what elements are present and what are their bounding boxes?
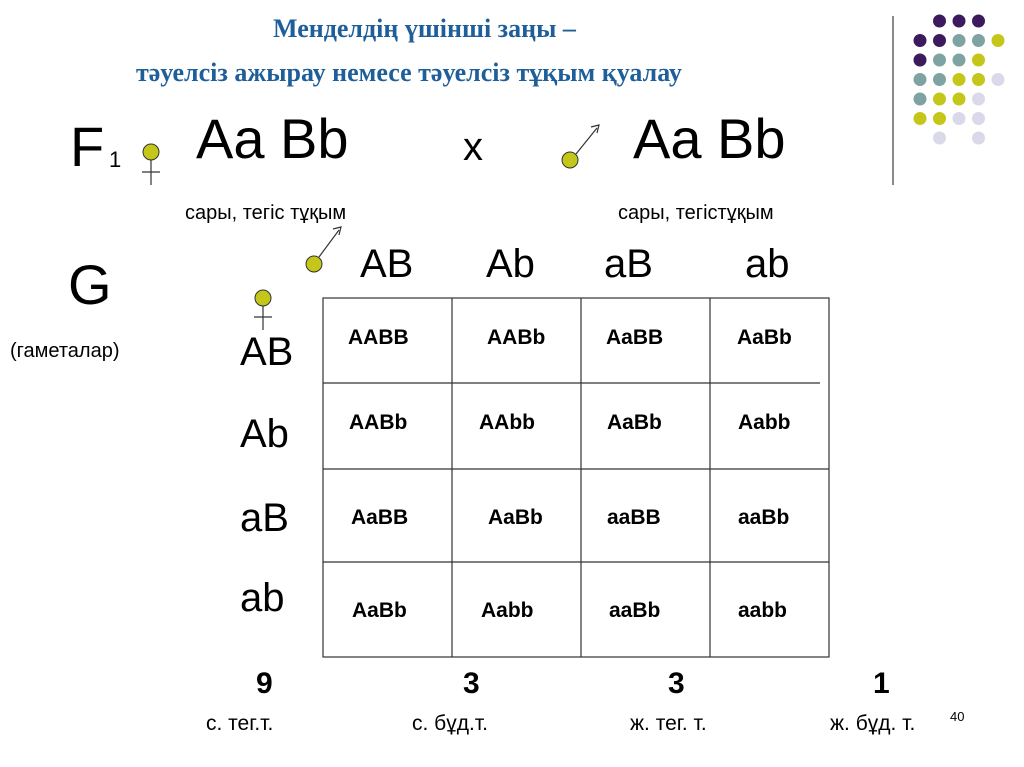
decor-dot <box>933 93 946 106</box>
genotype-cell-r3c1: AaBB <box>351 506 409 529</box>
male-gamete-2: Ab <box>486 242 535 286</box>
generation-label: F <box>70 115 105 178</box>
decor-dot <box>972 93 985 106</box>
decor-dot <box>953 15 966 28</box>
decor-dot <box>992 73 1005 86</box>
ratio-label-2: с. бұд.т. <box>412 712 488 735</box>
ratio-label-3: ж. тег. т. <box>630 712 707 735</box>
decor-dot <box>933 54 946 67</box>
male-gamete-1: AB <box>360 242 414 286</box>
decor-dot <box>914 54 927 67</box>
decor-dot <box>953 34 966 47</box>
genotype-cell-r3c2: AaBb <box>488 506 543 529</box>
decor-dot <box>933 15 946 28</box>
genotype-cell-r2c2: AAbb <box>479 411 535 434</box>
genotype-cell-r3c3: aaBB <box>607 506 661 529</box>
gametes-caption: (гаметалар) <box>10 340 120 362</box>
female-symbol-gametes <box>254 290 272 330</box>
decor-dot <box>953 112 966 125</box>
ratio-count-2: 3 <box>463 667 480 700</box>
genotype-cell-r4c1: AaBb <box>352 599 407 622</box>
genotype-cell-r2c4: Aabb <box>738 411 791 434</box>
male-phenotype: сары, тегістұқым <box>618 202 774 224</box>
genotype-cell-r2c3: AaBb <box>607 411 662 434</box>
slide-number: 40 <box>950 709 965 724</box>
genotype-cell-r1c2: AABb <box>487 326 546 349</box>
title-line-2: тәуелсіз ажырау немесе тәуелсіз тұқым қуалау <box>136 58 682 87</box>
genotype-cell-r1c4: AaBb <box>737 326 792 349</box>
female-symbol-top <box>142 144 160 185</box>
female-gamete-2: Ab <box>240 412 289 456</box>
decor-dot <box>914 73 927 86</box>
ratio-label-4: ж. бұд. т. <box>830 712 916 735</box>
title-line-1: Менделдің үшінші заңы – <box>273 14 576 43</box>
ratio-count-4: 1 <box>873 667 890 700</box>
generation-subscript: 1 <box>109 147 122 172</box>
ratio-label-1: с. тег.т. <box>206 712 274 735</box>
male-gamete-4: ab <box>745 242 790 286</box>
genotype-cell-r4c4: aabb <box>738 599 788 622</box>
genotype-cell-r3c4: aaBb <box>738 506 790 529</box>
genotype-cell-r4c2: Aabb <box>481 599 534 622</box>
decor-dot <box>933 112 946 125</box>
decor-dot <box>972 54 985 67</box>
decor-dot <box>953 73 966 86</box>
female-phenotype: сары, тегіс тұқым <box>185 202 347 224</box>
decor-dot <box>914 112 927 125</box>
decor-dot <box>933 73 946 86</box>
decor-dot <box>972 73 985 86</box>
male-symbol-gametes <box>306 227 341 272</box>
female-gamete-4: ab <box>240 576 285 620</box>
cross-sign: x <box>463 125 483 169</box>
ratio-count-1: 9 <box>256 667 273 700</box>
decor-dot <box>992 34 1005 47</box>
genotype-cell-r2c1: AABb <box>349 411 408 434</box>
female-gamete-3: aB <box>240 496 289 540</box>
decor-dot <box>953 93 966 106</box>
male-gamete-3: aB <box>604 242 653 286</box>
genotype-cell-r1c1: AABB <box>348 326 409 349</box>
ratio-count-3: 3 <box>668 667 685 700</box>
gametes-letter: G <box>68 253 112 316</box>
female-genotype: Aa Bb <box>196 107 349 170</box>
female-gamete-1: AB <box>240 330 294 374</box>
decor-dot <box>972 34 985 47</box>
male-genotype: Aa Bb <box>633 107 786 170</box>
decor-dot <box>914 34 927 47</box>
decor-dot <box>972 132 985 145</box>
decor-dot <box>933 34 946 47</box>
decor-dot <box>953 54 966 67</box>
decor-dot <box>972 112 985 125</box>
dot-grid <box>914 15 1005 145</box>
decor-dot <box>933 132 946 145</box>
genotype-cell-r1c3: AaBB <box>606 326 664 349</box>
male-symbol-top <box>562 125 599 168</box>
decor-dot <box>972 15 985 28</box>
genotype-cell-r4c3: aaBb <box>609 599 661 622</box>
decor-dot <box>914 93 927 106</box>
